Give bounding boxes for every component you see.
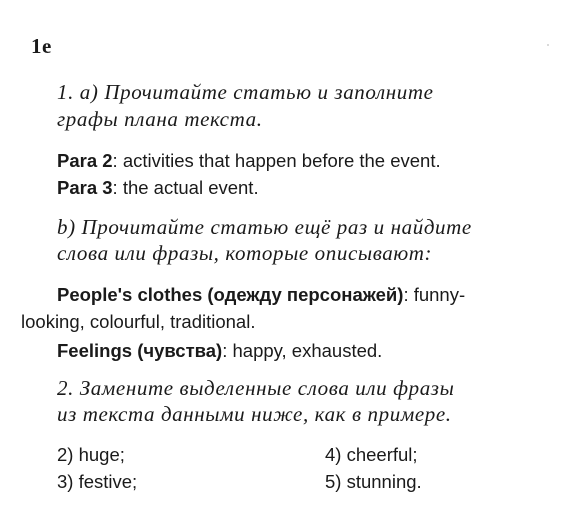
option-3: 3) festive; (57, 471, 138, 492)
feelings-line (57, 340, 382, 362)
task-1a-line-2: графы плана текста. (57, 107, 263, 131)
feelings-text: : happy, exhausted. (222, 340, 383, 361)
option-5: 5) stunning. (325, 471, 422, 492)
clothes-line-1 (57, 284, 465, 306)
para-3-line (57, 177, 259, 199)
task-2-line-2: из текста данными ниже, как в примере. (57, 402, 452, 426)
clothes-label: People's clothes (одежду персонажей) (57, 284, 404, 305)
para-3-text: : the actual event. (112, 177, 259, 198)
task-1b-line-2: слова или фразы, которые описывают: (57, 241, 433, 265)
scan-speck (547, 44, 549, 46)
para-3-label: Para 3 (57, 177, 113, 198)
para-2-line (57, 150, 441, 172)
feelings-label: Feelings (чувства) (57, 340, 223, 361)
para-2-label: Para 2 (57, 150, 113, 171)
task-1b-line-1: b) Прочитайте статью ещё раз и найдите (57, 215, 472, 239)
option-4: 4) cheerful; (325, 444, 418, 465)
task-1a-line-1: 1. a) Прочитайте статью и заполните (57, 80, 434, 104)
para-2-text: : activities that happen before the event. (112, 150, 441, 171)
task-2-line-1: 2. Замените выделенные слова или фразы (57, 376, 455, 400)
section-heading: 1e (31, 34, 52, 58)
option-2: 2) huge; (57, 444, 125, 465)
clothes-text-1: : funny- (403, 284, 466, 305)
clothes-line-2: looking, colourful, traditional. (21, 311, 256, 332)
